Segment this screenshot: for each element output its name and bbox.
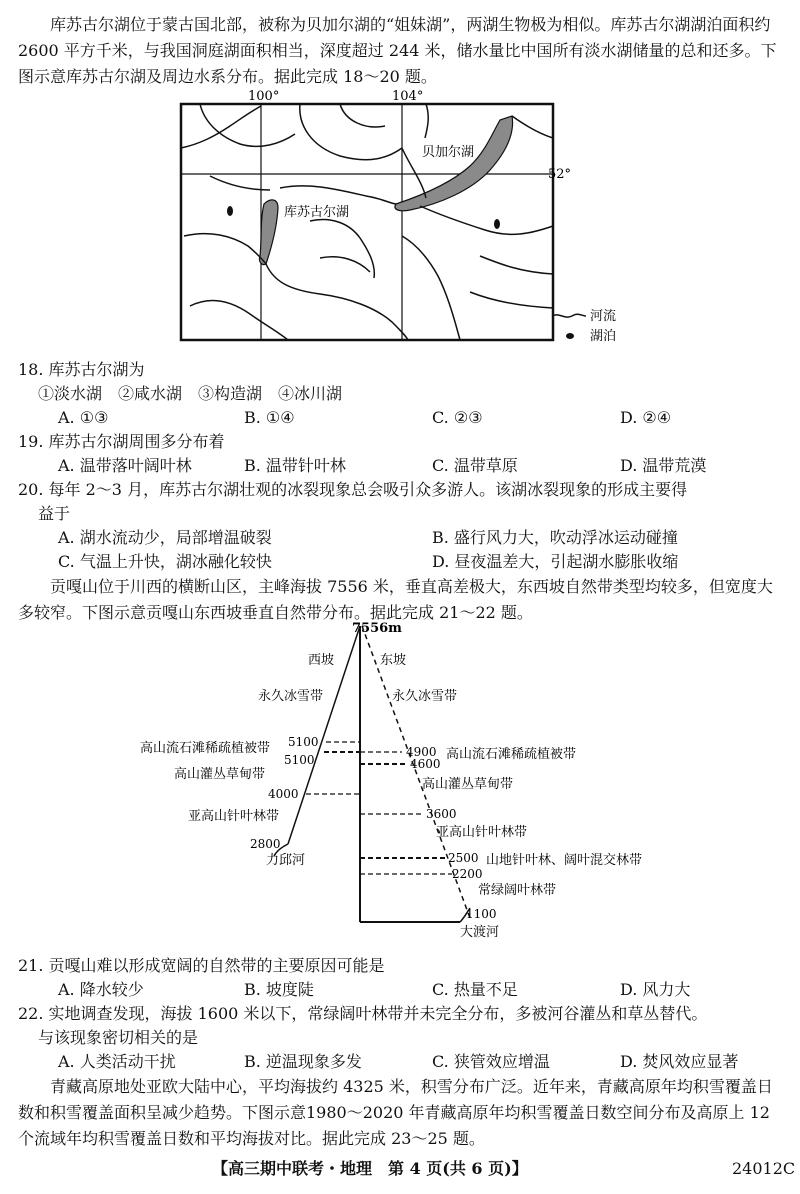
q20-stem: 20. 每年 2～3 月，库苏古尔湖壮观的冰裂现象总会吸引众多游人。该湖冰裂现象的形成主要得 bbox=[18, 480, 688, 499]
q22-option-b[interactable]: B. 逆温现象多发 bbox=[244, 1052, 362, 1071]
q19-option-d[interactable]: D. 温带荒漠 bbox=[620, 456, 707, 475]
q21-stem: 21. 贡嘎山难以形成宽阔的自然带的主要原因可能是 bbox=[18, 956, 385, 975]
q22-stem: 22. 实地调查发现，海拔 1600 米以下，常绿阔叶林带并未完全分布，多被河谷灌丛和草丛替代。 bbox=[18, 1004, 708, 1023]
west-snow-label: 永久冰雪带 bbox=[258, 689, 324, 704]
footer-title: 【高三期中联考・地理 第 4 页(共 6 页)】 bbox=[212, 1159, 528, 1178]
west-shrub-label: 高山灌丛草甸带 bbox=[174, 767, 266, 782]
q22-option-d[interactable]: D. 焚风效应显著 bbox=[620, 1052, 739, 1071]
khuvsgul-label: 库苏古尔湖 bbox=[284, 205, 350, 220]
east-snow-label: 永久冰雪带 bbox=[392, 689, 458, 704]
q22-option-a[interactable]: A. 人类活动干扰 bbox=[58, 1052, 176, 1071]
q21-option-d[interactable]: D. 风力大 bbox=[620, 980, 691, 999]
w-5100-lower: 5100 bbox=[284, 753, 315, 767]
east-mixed-label: 山地针叶林、阔叶混交林带 bbox=[486, 853, 643, 868]
q20-option-b[interactable]: B. 盛行风力大，吹动浮冰运动碰撞 bbox=[432, 528, 678, 547]
w-4000: 4000 bbox=[268, 787, 299, 801]
lon-100-label: 100° bbox=[248, 89, 280, 104]
khuvsgul-river-map bbox=[170, 86, 630, 348]
legend-river-label: 河流 bbox=[590, 309, 617, 324]
q19-option-b[interactable]: B. 温带针叶林 bbox=[244, 456, 346, 475]
legend-lake-label: 湖泊 bbox=[590, 329, 617, 344]
w-2800: 2800 bbox=[250, 837, 281, 851]
q22-stem-cont: 与该现象密切相关的是 bbox=[38, 1028, 199, 1047]
east-scree-label: 高山流石滩稀疏植被带 bbox=[446, 747, 577, 762]
e-4900: 4900 bbox=[406, 745, 437, 759]
peak-label: 7556m bbox=[352, 621, 402, 636]
e-2200: 2200 bbox=[452, 867, 483, 881]
q21-option-b[interactable]: B. 坡度陡 bbox=[244, 980, 314, 999]
west-river-label: 力邱河 bbox=[266, 853, 306, 868]
q21-option-c[interactable]: C. 热量不足 bbox=[432, 980, 518, 999]
east-shrub-label: 高山灌丛草甸带 bbox=[422, 777, 514, 792]
q19-option-a[interactable]: A. 温带落叶阔叶林 bbox=[58, 456, 192, 475]
e-3600: 3600 bbox=[426, 807, 457, 821]
intro-paragraph-gongga: 贡嘎山位于川西的横断山区，主峰海拔 7556 米，垂直高差极大，东西坡自然带类型均较多，但宽度大多较窄。下图示意贡嘎山东西坡垂直自然带分布。据此完成 21～22 题。 bbox=[18, 577, 773, 622]
q20-option-d[interactable]: D. 昼夜温差大，引起湖水膨胀收缩 bbox=[432, 552, 679, 571]
q20-option-a[interactable]: A. 湖水流动少，局部增温破裂 bbox=[58, 528, 272, 547]
east-evergreen-label: 常绿阔叶林带 bbox=[478, 883, 557, 898]
west-scree-label: 高山流石滩稀疏植被带 bbox=[140, 741, 271, 756]
lon-104-label: 104° bbox=[392, 89, 424, 104]
q19-option-c[interactable]: C. 温带草原 bbox=[432, 456, 518, 475]
gongga-zonation-diagram bbox=[130, 618, 690, 944]
q18-stem: 18. 库苏古尔湖为 bbox=[18, 360, 145, 379]
q20-option-c[interactable]: C. 气温上升快，湖冰融化较快 bbox=[58, 552, 272, 571]
intro-paragraph-khuvsgul: 库苏古尔湖位于蒙古国北部，被称为贝加尔湖的“姐妹湖”，两湖生物极为相似。库苏古尔湖湖泊面积约 2600 平方千米，与我国洞庭湖面积相当，深度超过 244 米，储水量比中国所有淡水湖储量的总和还多。下图示意库苏古尔湖及周边水系分布。据此完成 18～20 题。 bbox=[18, 15, 777, 86]
footer-code: 24012C bbox=[732, 1159, 796, 1178]
west-slope-label: 西坡 bbox=[308, 653, 335, 668]
west-conifer-label: 亚高山针叶林带 bbox=[188, 809, 280, 824]
east-conifer-label: 亚高山针叶林带 bbox=[436, 825, 528, 840]
e-2500: 2500 bbox=[448, 851, 479, 865]
east-river-label: 大渡河 bbox=[460, 925, 500, 940]
w-5100-upper: 5100 bbox=[288, 735, 319, 749]
q21-option-a[interactable]: A. 降水较少 bbox=[58, 980, 144, 999]
q19-stem: 19. 库苏古尔湖周围多分布着 bbox=[18, 432, 225, 451]
q22-option-c[interactable]: C. 狭管效应增温 bbox=[432, 1052, 550, 1071]
east-slope-label: 东坡 bbox=[380, 653, 407, 668]
baikal-label: 贝加尔湖 bbox=[422, 145, 475, 160]
q18-option-d[interactable]: D. ②④ bbox=[620, 408, 672, 427]
q20-stem-cont: 益于 bbox=[38, 504, 71, 523]
q18-option-c[interactable]: C. ②③ bbox=[432, 408, 483, 427]
intro-paragraph-tibet-snow: 青藏高原地处亚欧大陆中心，平均海拔约 4325 米，积雪分布广泛。近年来，青藏高原年均积雪覆盖日数和积雪覆盖面积呈减少趋势。下图示意1980～2020 年青藏高原年均积雪覆盖日数空间分布及高原上 12 个流域年均积雪覆盖日数和平均海拔对比。据此完成 23～25 题。 bbox=[18, 1077, 773, 1148]
e-1100: 1100 bbox=[466, 907, 497, 921]
q18-option-a[interactable]: A. ①③ bbox=[58, 408, 109, 427]
q18-items: ①淡水湖 ②咸水湖 ③构造湖 ④冰川湖 bbox=[38, 384, 343, 403]
lat-52-label: 52° bbox=[548, 167, 572, 182]
e-4600: 4600 bbox=[410, 757, 441, 771]
q18-option-b[interactable]: B. ①④ bbox=[244, 408, 295, 427]
